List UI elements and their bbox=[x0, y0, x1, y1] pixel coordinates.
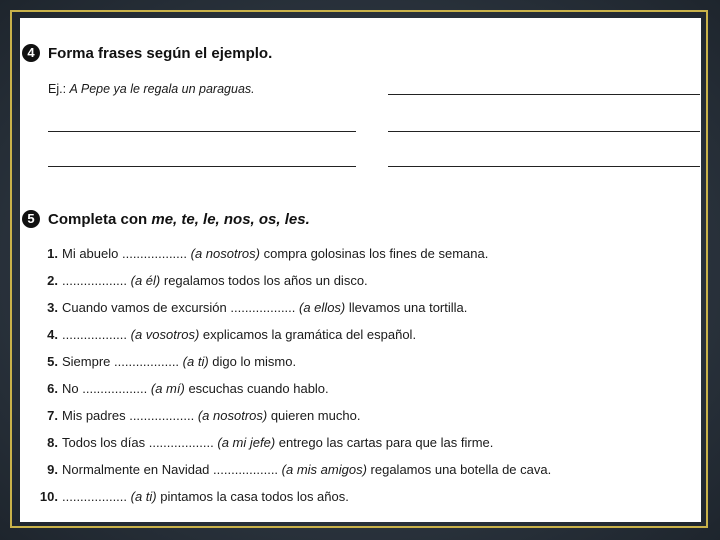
hint: (a vosotros) bbox=[130, 327, 200, 342]
list-item: 4. .................. (a vosotros) explicamos la gramática del español. bbox=[47, 327, 417, 342]
exercise-4-title: Forma frases según el ejemplo. bbox=[48, 45, 273, 62]
hint: (a nosotros) bbox=[190, 246, 260, 261]
list-item: 1. Mi abuelo .................. (a nosotros) compra golosinas los fines de semana. bbox=[47, 246, 489, 261]
hint: (a ti) bbox=[130, 489, 157, 504]
hint: (a ellos) bbox=[299, 300, 346, 315]
list-item: 8. Todos los días .................. (a mi jefe) entrego las cartas para que las firme. bbox=[47, 435, 494, 450]
list-item: 3. Cuando vamos de excursión .................. (a ellos) llevamos una tortilla. bbox=[47, 300, 468, 315]
blank-field[interactable]: .................. bbox=[213, 462, 279, 477]
blank-field[interactable]: .................. bbox=[148, 435, 214, 450]
example-sentence bbox=[48, 82, 255, 96]
blank-field[interactable]: .................. bbox=[121, 246, 187, 261]
list-item: 9. Normalmente en Navidad .................. (a mis amigos) regalamos una botella de cava. bbox=[47, 462, 552, 477]
hint: (a mi jefe) bbox=[217, 435, 276, 450]
list-item: 5. Siempre .................. (a ti) digo lo mismo. bbox=[47, 354, 297, 369]
list-item: 7. Mis padres .................. (a nosotros) quieren mucho. bbox=[47, 408, 361, 423]
hint: (a nosotros) bbox=[197, 408, 268, 423]
blank-field[interactable]: .................. bbox=[62, 273, 128, 288]
example-prefix: Ej.: bbox=[48, 82, 67, 96]
hint: (a mí) bbox=[150, 381, 185, 396]
example-text: A Pepe ya le regala un paraguas. bbox=[69, 82, 255, 96]
hint: (a él) bbox=[130, 273, 161, 288]
blank-field[interactable]: .................. bbox=[114, 354, 180, 369]
exercise-5-number: 5 bbox=[22, 210, 40, 228]
blank-field[interactable]: .................. bbox=[82, 381, 148, 396]
answer-line[interactable] bbox=[388, 166, 700, 167]
list-item: 6. No .................. (a mí) escuchas cuando hablo. bbox=[47, 381, 329, 396]
exercise-5-title-prefix: Completa con bbox=[48, 211, 148, 228]
list-item: 2. .................. (a él) regalamos todos los años un disco. bbox=[47, 273, 368, 288]
exercise-5-title-words: me, te, le, nos, os, les. bbox=[151, 211, 310, 228]
blank-field[interactable]: .................. bbox=[62, 489, 128, 504]
blank-field[interactable]: .................. bbox=[62, 327, 128, 342]
hint: (a mis amigos) bbox=[281, 462, 367, 477]
exercise-5-title bbox=[48, 211, 310, 228]
worksheet-page bbox=[20, 18, 701, 522]
answer-line[interactable] bbox=[48, 166, 356, 167]
list-item: 10. .................. (a ti) pintamos la casa todos los años. bbox=[39, 489, 349, 504]
blank-field[interactable]: .................. bbox=[129, 408, 195, 423]
answer-line[interactable] bbox=[388, 131, 700, 132]
blank-field[interactable]: .................. bbox=[230, 300, 296, 315]
answer-line[interactable] bbox=[388, 94, 700, 95]
hint: (a ti) bbox=[182, 354, 209, 369]
answer-line[interactable] bbox=[48, 131, 356, 132]
exercise-4-number: 4 bbox=[22, 44, 40, 62]
